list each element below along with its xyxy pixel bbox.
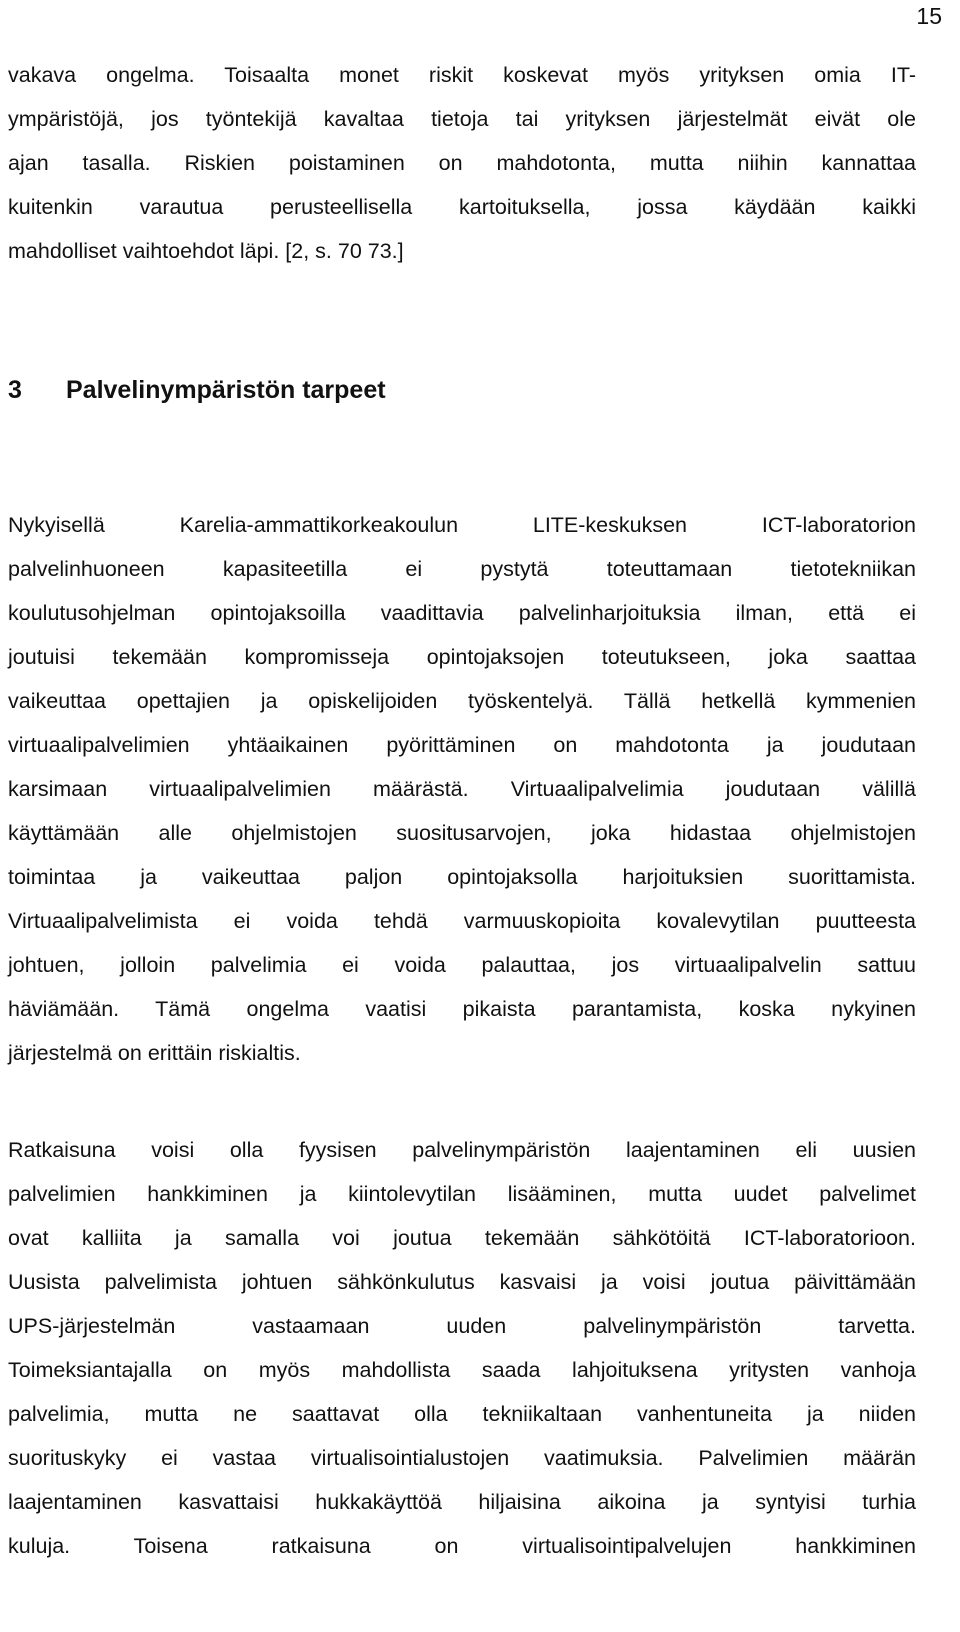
text-line: kuitenkin varautua perusteellisella kartoituksella, jossa käydään kaikki [8,195,916,219]
text-line: palvelinhuoneen kapasiteetilla ei pystytä toteuttamaan tietotekniikan [8,557,916,581]
text-line: ympäristöjä, jos työntekijä kavaltaa tietoja tai yrityksen järjestelmät eivät ole [8,107,916,131]
text-line: virtuaalipalvelimien yhtäaikainen pyörittäminen on mahdotonta ja joudutaan [8,733,916,757]
text-line: UPS-järjestelmän vastaamaan uuden palvelinympäristön tarvetta. [8,1314,916,1338]
text-line: kuluja. Toisena ratkaisuna on virtualisointipalvelujen hankkiminen [8,1534,916,1558]
page-number: 15 [916,3,942,29]
text-line: vaikeuttaa opettajien ja opiskelijoiden työskentelyä. Tällä hetkellä kymmenien [8,689,916,713]
text-line: suorituskyky ei vastaa virtualisointialustojen vaatimuksia. Palvelimien määrän [8,1446,916,1470]
text-line: karsimaan virtuaalipalvelimien määrästä. Virtuaalipalvelimia joudutaan välillä [8,777,916,801]
section-number: 3 [8,376,22,404]
text-line: joutuisi tekemään kompromisseja opintojaksojen toteutukseen, joka saattaa [8,645,916,669]
text-line: koulutusohjelman opintojaksoilla vaadittavia palvelinharjoituksia ilman, että ei [8,601,916,625]
text-line: häviämään. Tämä ongelma vaatisi pikaista parantamista, koska nykyinen [8,997,916,1021]
text-line: palvelimien hankkiminen ja kiintolevytilan lisääminen, mutta uudet palvelimet [8,1182,916,1206]
paragraph-current-capacity [8,503,916,1075]
text-line: johtuen, jolloin palvelimia ei voida palauttaa, jos virtuaalipalvelin sattuu [8,953,916,977]
text-line: Nykyisellä Karelia-ammattikorkeakoulun LITE-keskuksen ICT-laboratorion [8,513,916,537]
text-line: toimintaa ja vaikeuttaa paljon opintojaksolla harjoituksien suorittamista. [8,865,916,889]
text-line: vakava ongelma. Toisaalta monet riskit koskevat myös yrityksen omia IT- [8,63,916,87]
text-line: ovat kalliita ja samalla voi joutua tekemään sähkötöitä ICT-laboratorioon. [8,1226,916,1250]
text-line: ajan tasalla. Riskien poistaminen on mahdotonta, mutta niihin kannattaa [8,151,916,175]
text-line: Virtuaalipalvelimista ei voida tehdä varmuuskopioita kovalevytilan puutteesta [8,909,916,933]
text-line: laajentaminen kasvattaisi hukkakäyttöä hiljaisina aikoina ja syntyisi turhia [8,1490,916,1514]
text-line: palvelimia, mutta ne saattavat olla tekniikaltaan vanhentuneita ja niiden [8,1402,916,1426]
text-line: mahdolliset vaihtoehdot läpi. [2, s. 70 73.] [8,239,404,263]
paragraph-solutions [8,1128,916,1568]
text-line: Ratkaisuna voisi olla fyysisen palvelinympäristön laajentaminen eli uusien [8,1138,916,1162]
intro-paragraph [8,53,916,273]
text-line: Toimeksiantajalla on myös mahdollista saada lahjoituksena yritysten vanhoja [8,1358,916,1382]
section-heading [8,368,386,412]
text-line: käyttämään alle ohjelmistojen suositusarvojen, joka hidastaa ohjelmistojen [8,821,916,845]
section-title: Palvelinympäristön tarpeet [66,376,386,404]
text-line: Uusista palvelimista johtuen sähkönkulutus kasvaisi ja voisi joutua päivittämään [8,1270,916,1294]
text-line: järjestelmä on erittäin riskialtis. [8,1041,301,1065]
